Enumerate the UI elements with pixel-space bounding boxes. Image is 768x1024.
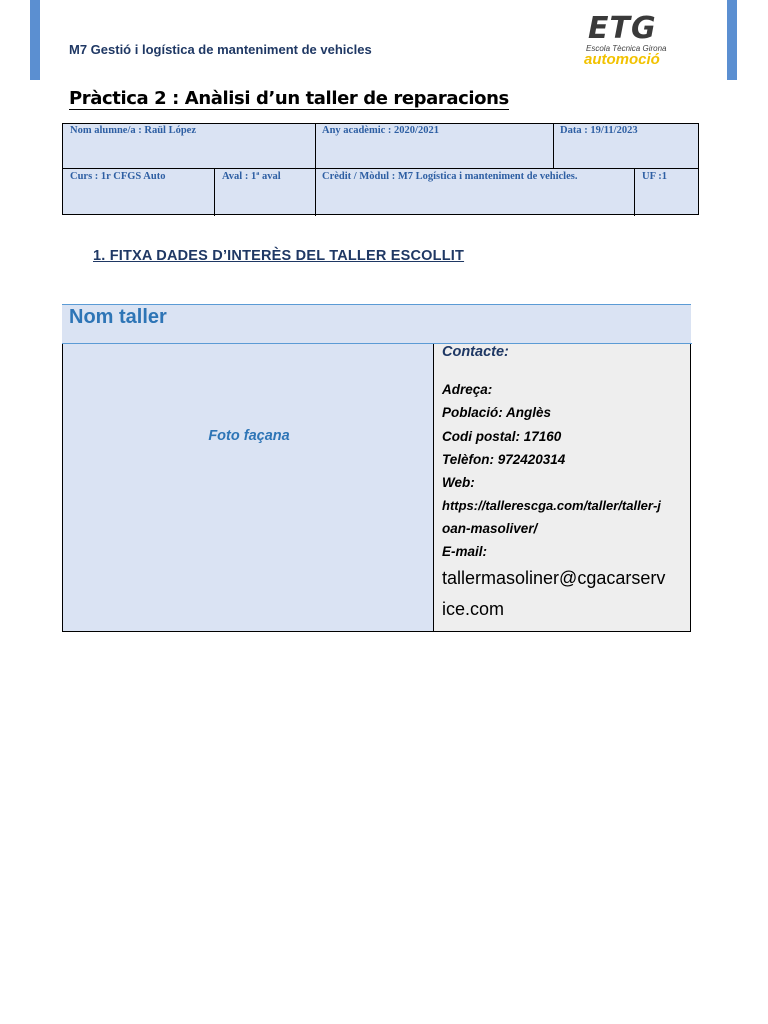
left-page-bar — [30, 0, 40, 80]
workshop-name-label: Nom taller — [69, 306, 167, 328]
right-page-bar — [727, 0, 737, 80]
contact-box — [433, 344, 691, 632]
date: Data : 19/11/2023 — [560, 125, 638, 136]
col-divider — [315, 124, 316, 216]
course: Curs : 1r CFGS Auto — [70, 171, 166, 182]
phone: Telèfon: 972420314 — [442, 452, 566, 467]
postal-code: Codi postal: 17160 — [442, 429, 562, 444]
module-title: M7 Gestió i logística de manteniment de vehicles — [69, 42, 372, 57]
web-label: Web: — [442, 475, 475, 490]
email-line1: tallermasoliner@cgacarserv — [442, 568, 666, 588]
academic-year: Any acadèmic : 2020/2021 — [322, 125, 439, 136]
student-name: Nom alumne/a : Raül López — [70, 125, 196, 136]
web-url-line1: https://tallerescga.com/taller/taller-j — [442, 498, 661, 513]
town: Població: Anglès — [442, 405, 552, 420]
credit-module: Crèdit / Mòdul : M7 Logística i manteniment de vehicles. — [322, 171, 578, 182]
evaluation: Aval : 1ª aval — [222, 171, 281, 182]
contact-heading: Contacte: — [442, 344, 509, 360]
address: Adreça: — [442, 382, 493, 397]
row-divider — [63, 168, 698, 169]
facade-photo-placeholder — [62, 344, 434, 632]
email-label: E-mail: — [442, 544, 488, 559]
email-line2: ice.com — [442, 599, 505, 619]
etg-logo — [582, 11, 682, 70]
logo-brand: ETG — [588, 11, 657, 46]
info-table — [62, 123, 699, 215]
web-url-line2: oan-masoliver/ — [442, 521, 538, 536]
photo-label: Foto façana — [208, 428, 290, 444]
document-title: Pràctica 2 : Anàlisi d’un taller de reparacions — [69, 88, 509, 109]
logo-tagline: automoció — [584, 51, 660, 68]
section-heading: 1. FITXA DADES D’INTERÈS DEL TALLER ESCOLLIT — [93, 248, 465, 264]
logo-school: Escola Tècnica Girona — [586, 44, 667, 53]
uf: UF :1 — [642, 171, 667, 182]
workshop-name-bar — [62, 304, 691, 344]
